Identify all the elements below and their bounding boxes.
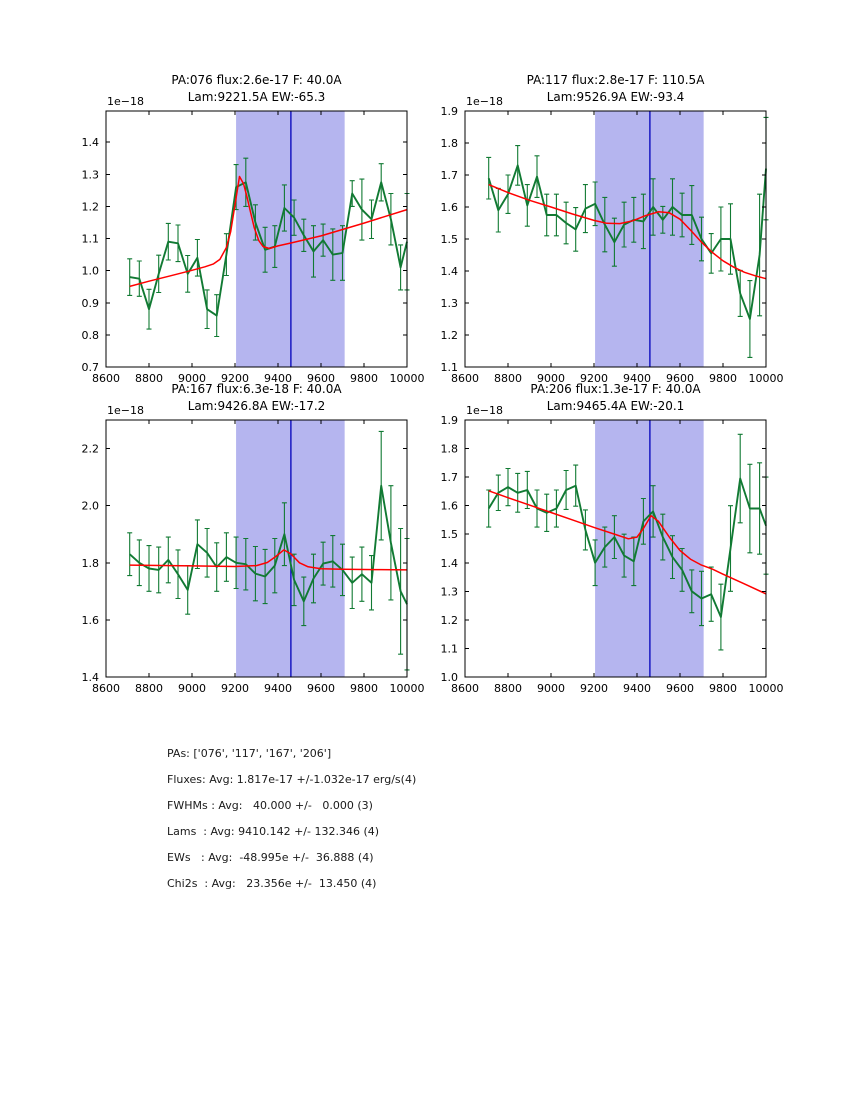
x-tick-label: 9200 [221, 372, 249, 385]
summary-line-ews: EWs : Avg: -48.995e +/- 36.888 (4) [167, 851, 374, 864]
x-tick-label: 8600 [451, 372, 479, 385]
subplot-canvas-pa167 [40, 370, 428, 703]
y-tick-label: 2.0 [81, 499, 99, 513]
y-tick-label: 1.9 [440, 105, 458, 118]
summary-line-chi2s: Chi2s : Avg: 23.356e +/- 13.450 (4) [167, 877, 377, 890]
x-tick-label: 9600 [307, 372, 335, 385]
y-tick-label: 1.4 [81, 136, 99, 150]
y-tick-label: 1.9 [440, 414, 458, 427]
summary-line-lams: Lams : Avg: 9410.142 +/- 132.346 (4) [167, 825, 380, 838]
y-tick-label: 1.1 [440, 642, 458, 656]
y-tick-label: 1.1 [440, 361, 458, 374]
y-tick-label: 1.7 [440, 471, 458, 485]
title-line-1: PA:117 flux:2.8e-17 F: 110.5A [526, 73, 705, 87]
y-tick-label: 1.0 [81, 264, 99, 278]
x-tick-label: 8800 [135, 682, 163, 695]
y-tick-label: 1.2 [440, 613, 458, 627]
summary-line-fwhms: FWHMs : Avg: 40.000 +/- 0.000 (3) [167, 799, 373, 812]
x-tick-label: 8800 [494, 682, 522, 695]
x-tick-label: 10000 [748, 682, 784, 695]
title-line-2: Lam:9526.9A EW:-93.4 [546, 90, 685, 104]
x-tick-label: 9600 [666, 372, 694, 385]
x-tick-label: 9200 [580, 682, 608, 695]
title-line-1: PA:206 flux:1.3e-17 F: 40.0A [530, 382, 701, 396]
x-tick-label: 9200 [580, 372, 608, 385]
x-tick-label: 9000 [178, 682, 206, 695]
y-tick-label: 1.2 [81, 200, 99, 214]
y-tick-label: 1.4 [81, 671, 99, 684]
x-tick-label: 9600 [666, 682, 694, 695]
y-tick-label: 1.6 [440, 201, 458, 214]
x-tick-label: 10000 [389, 372, 425, 385]
x-tick-label: 9200 [221, 682, 249, 695]
x-tick-label: 10000 [389, 682, 425, 695]
y-tick-label: 1.3 [440, 585, 458, 599]
y-tick-label: 1.0 [440, 671, 458, 684]
x-tick-label: 9400 [623, 372, 651, 385]
y-axis-offset-label: 1e−18 [107, 404, 144, 417]
y-tick-label: 1.4 [440, 556, 458, 570]
y-tick-label: 1.6 [81, 613, 99, 627]
title-line-2: Lam:9221.5A EW:-65.3 [187, 90, 326, 104]
summary-block [167, 741, 416, 897]
x-tick-label: 8600 [451, 682, 479, 695]
y-tick-label: 1.8 [440, 137, 458, 150]
y-tick-label: 1.5 [440, 528, 458, 542]
y-axis-offset-label: 1e−18 [466, 404, 503, 417]
x-tick-label: 9000 [537, 372, 565, 385]
y-axis-offset-label: 1e−18 [107, 95, 144, 108]
x-tick-label: 10000 [748, 372, 784, 385]
x-tick-label: 9600 [307, 682, 335, 695]
y-tick-label: 1.8 [81, 556, 99, 570]
summary-line-fluxes: Fluxes: Avg: 1.817e-17 +/-1.032e-17 erg/s(4) [167, 773, 417, 786]
y-tick-label: 0.9 [81, 296, 99, 310]
x-tick-label: 9400 [623, 682, 651, 695]
y-tick-label: 1.3 [440, 297, 458, 310]
y-axis-offset-label: 1e−18 [466, 95, 503, 108]
y-tick-label: 1.7 [440, 169, 458, 182]
y-tick-label: 1.6 [440, 499, 458, 513]
y-tick-label: 0.7 [81, 361, 99, 374]
x-tick-label: 9800 [350, 372, 378, 385]
x-tick-label: 9400 [264, 682, 292, 695]
x-tick-label: 9000 [537, 682, 565, 695]
x-tick-label: 8600 [92, 372, 120, 385]
x-tick-label: 9000 [178, 372, 206, 385]
y-tick-label: 1.1 [81, 232, 99, 246]
subplot-canvas-pa206 [399, 370, 787, 703]
y-tick-label: 1.4 [440, 265, 458, 278]
y-tick-label: 1.8 [440, 442, 458, 456]
y-tick-label: 1.3 [81, 168, 99, 182]
y-tick-label: 0.8 [81, 328, 99, 342]
x-tick-label: 9800 [709, 372, 737, 385]
title-line-1: PA:076 flux:2.6e-17 F: 40.0A [171, 73, 342, 87]
x-tick-label: 8600 [92, 682, 120, 695]
subplot-canvas-pa076 [40, 61, 428, 393]
title-line-2: Lam:9426.8A EW:-17.2 [187, 399, 326, 413]
y-tick-label: 1.5 [440, 233, 458, 246]
y-tick-label: 2.2 [81, 442, 99, 456]
summary-line-pas: PAs: ['076', '117', '167', '206'] [167, 747, 332, 760]
x-tick-label: 9800 [709, 682, 737, 695]
title-line-1: PA:167 flux:6.3e-18 F: 40.0A [171, 382, 342, 396]
x-tick-label: 8800 [494, 372, 522, 385]
x-tick-label: 9400 [264, 372, 292, 385]
subplot-canvas-pa117 [399, 61, 787, 393]
x-tick-label: 8800 [135, 372, 163, 385]
y-tick-label: 1.2 [440, 329, 458, 342]
title-line-2: Lam:9465.4A EW:-20.1 [546, 399, 685, 413]
x-tick-label: 9800 [350, 682, 378, 695]
